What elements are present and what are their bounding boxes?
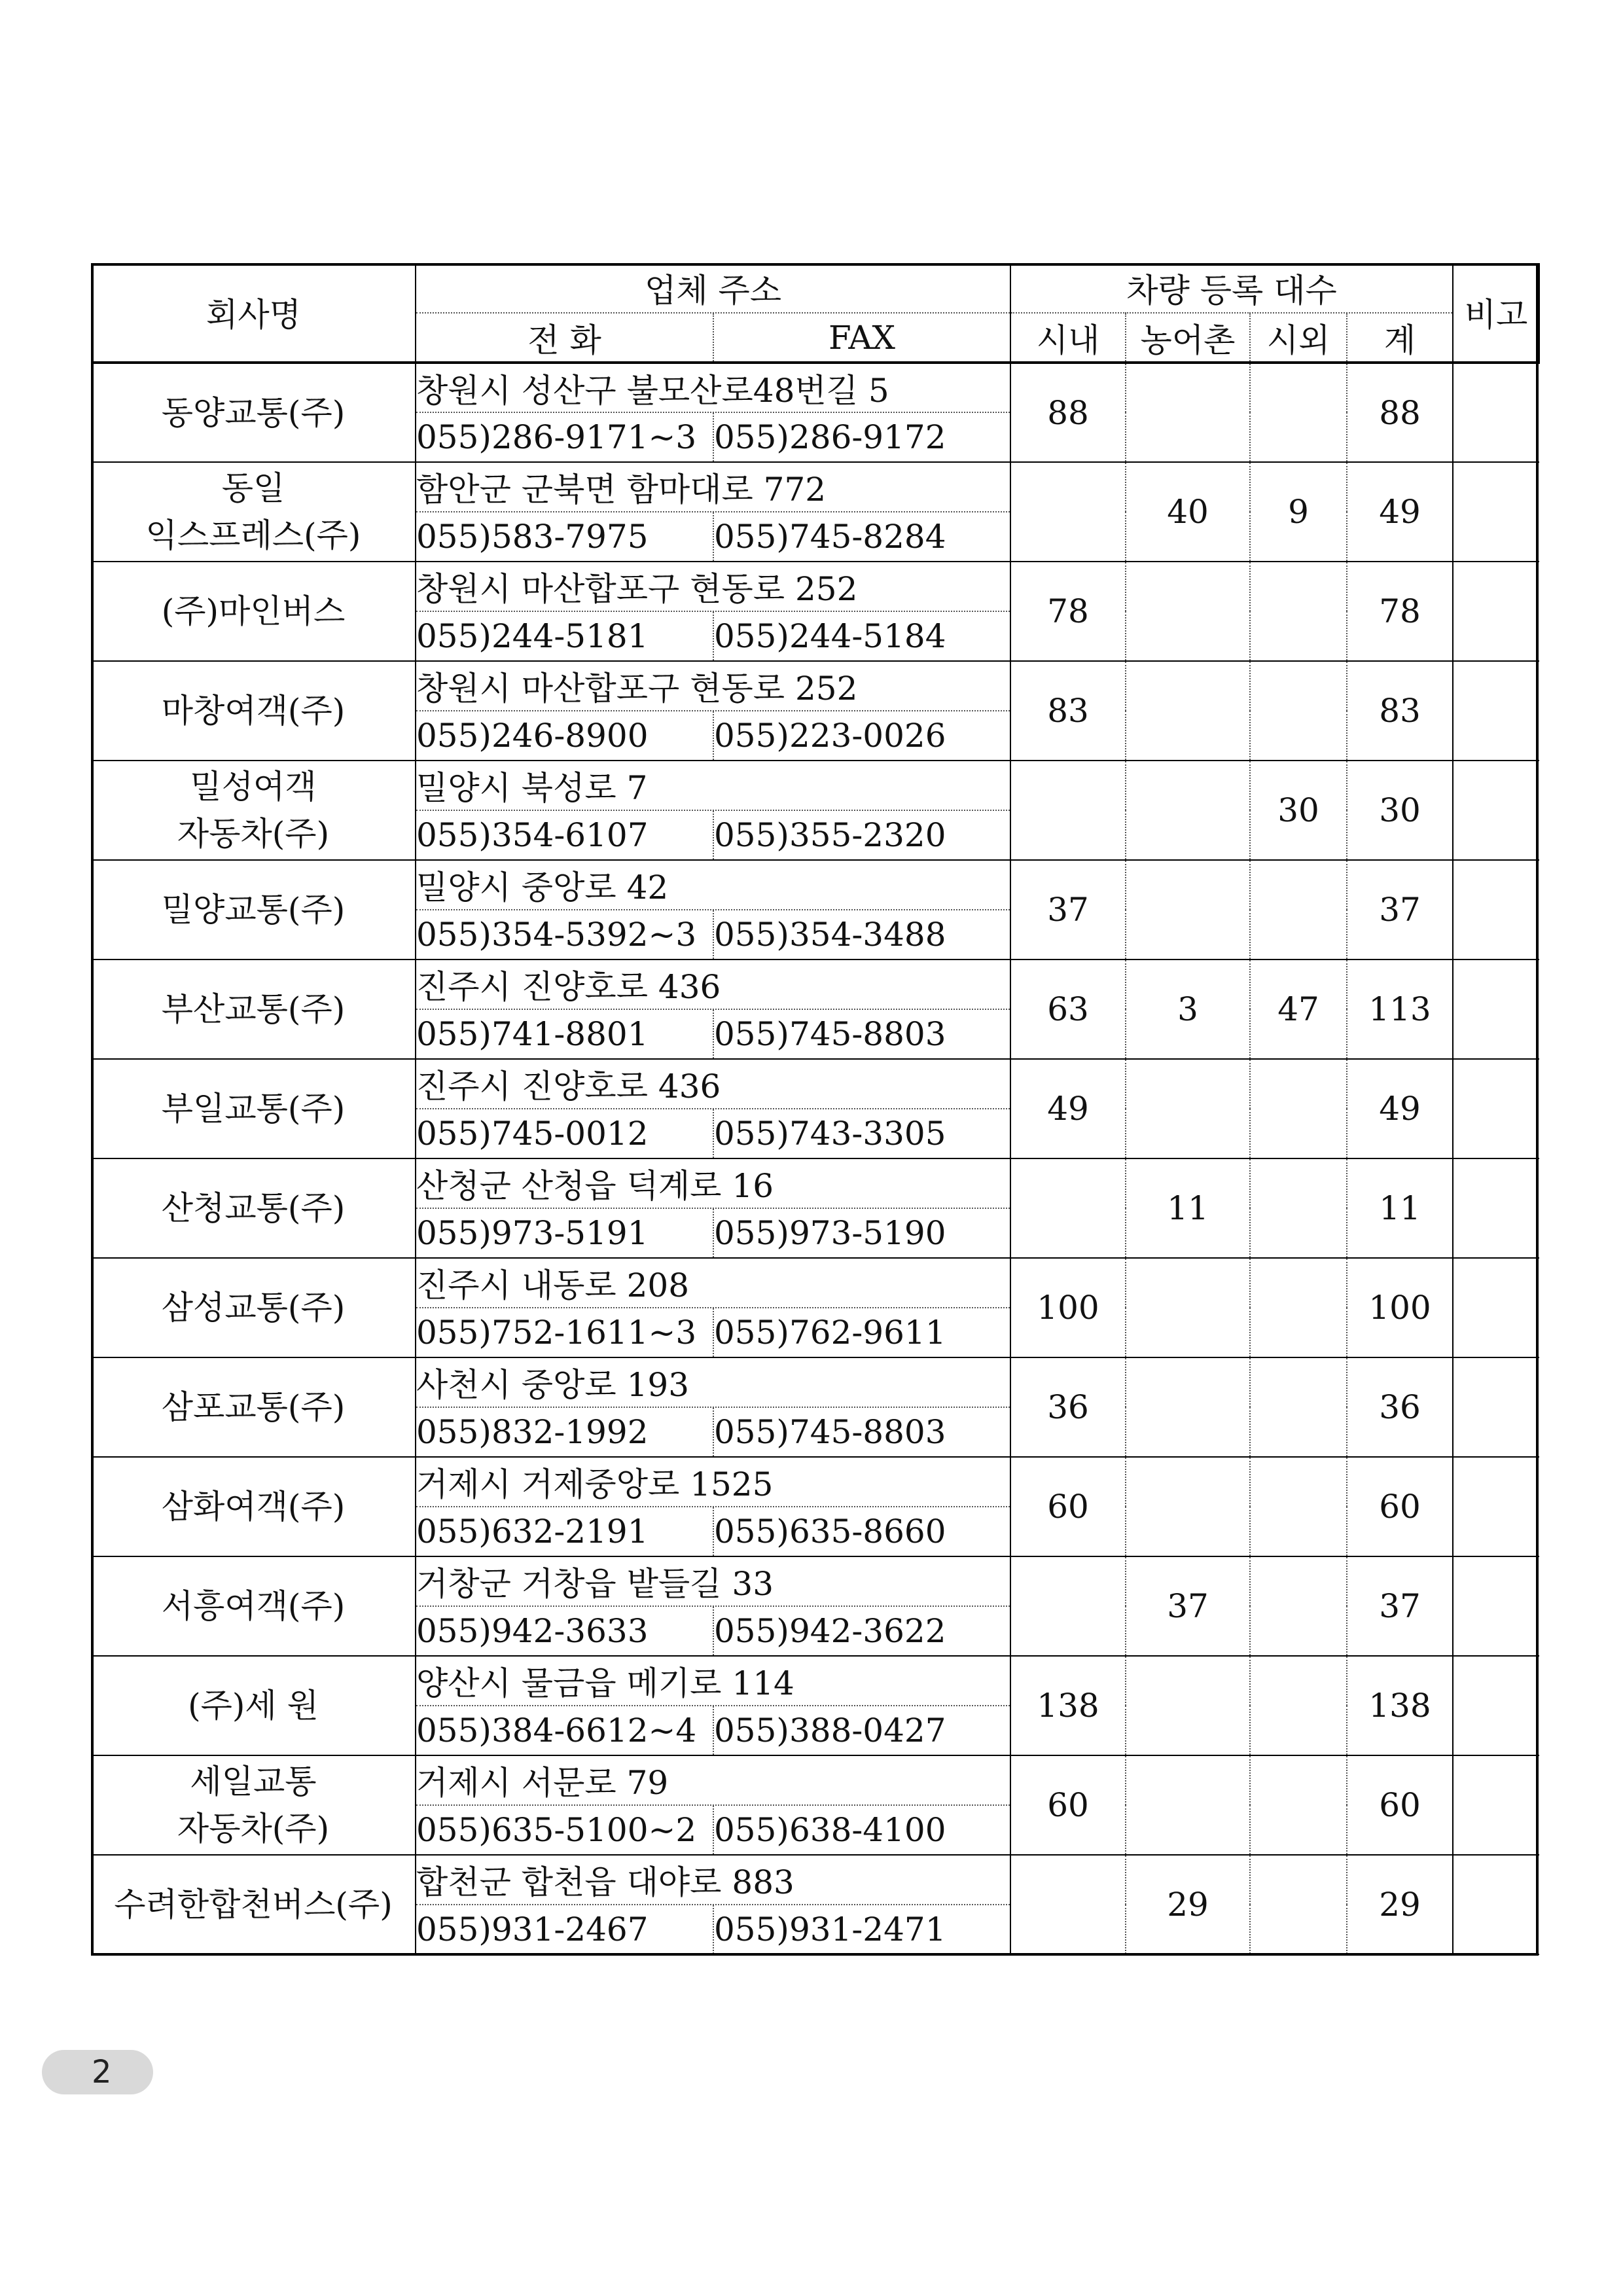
header-total: 계 bbox=[1347, 313, 1453, 363]
page-number: 2 bbox=[92, 2054, 112, 2090]
vehicle-count-city: 100 bbox=[1010, 1258, 1126, 1357]
table-row bbox=[92, 1357, 1539, 1407]
company-address: 창원시 성산구 불모산로48번길 5 bbox=[416, 363, 1010, 412]
company-address: 거창군 거창읍 밭들길 33 bbox=[416, 1556, 1010, 1606]
company-phone: 055)745-0012 bbox=[416, 1109, 713, 1158]
company-address: 합천군 합천읍 대야로 883 bbox=[416, 1855, 1010, 1905]
company-fax: 055)354-3488 bbox=[713, 910, 1010, 960]
company-fax: 055)931-2471 bbox=[713, 1905, 1010, 1954]
vehicle-count-rural: 3 bbox=[1126, 960, 1250, 1059]
company-name-line1: 서흥여객(주) bbox=[161, 1587, 346, 1625]
vehicle-count-rural bbox=[1126, 1258, 1250, 1357]
company-name-line1: (주)마인버스 bbox=[161, 592, 346, 630]
vehicle-count-total: 29 bbox=[1347, 1855, 1453, 1954]
company-name bbox=[92, 1059, 416, 1158]
company-name bbox=[92, 1357, 416, 1457]
company-fax: 055)762-9611 bbox=[713, 1308, 1010, 1357]
vehicle-count-total: 37 bbox=[1347, 860, 1453, 960]
header-rural: 농어촌 bbox=[1126, 313, 1250, 363]
company-address: 사천시 중앙로 193 bbox=[416, 1357, 1010, 1407]
note-cell bbox=[1453, 1457, 1539, 1556]
company-address: 밀양시 중앙로 42 bbox=[416, 860, 1010, 910]
table-row bbox=[92, 1556, 1539, 1606]
vehicle-count-total: 60 bbox=[1347, 1755, 1453, 1855]
table-row bbox=[92, 363, 1539, 412]
note-cell bbox=[1453, 1357, 1539, 1457]
table-row bbox=[92, 1158, 1539, 1208]
company-phone: 055)354-6107 bbox=[416, 810, 713, 860]
company-name-line1: 삼화여객(주) bbox=[161, 1488, 346, 1526]
vehicle-count-total: 78 bbox=[1347, 562, 1453, 661]
company-fax: 055)635-8660 bbox=[713, 1507, 1010, 1556]
vehicle-count-total: 83 bbox=[1347, 661, 1453, 761]
vehicle-count-city: 60 bbox=[1010, 1755, 1126, 1855]
table-row bbox=[92, 860, 1539, 910]
company-name bbox=[92, 1656, 416, 1755]
company-name bbox=[92, 1855, 416, 1954]
company-name-line1: 산청교통(주) bbox=[161, 1189, 346, 1227]
vehicle-count-city: 49 bbox=[1010, 1059, 1126, 1158]
company-fax: 055)745-8803 bbox=[713, 1407, 1010, 1457]
company-name-line1: 부일교통(주) bbox=[161, 1090, 346, 1128]
company-name bbox=[92, 1457, 416, 1556]
company-name bbox=[92, 562, 416, 661]
vehicle-count-intercity bbox=[1250, 1158, 1347, 1258]
header-company: 회사명 bbox=[92, 263, 416, 363]
company-address: 진주시 진양호로 436 bbox=[416, 1059, 1010, 1109]
vehicle-count-city bbox=[1010, 462, 1126, 562]
vehicle-count-city: 60 bbox=[1010, 1457, 1126, 1556]
note-cell bbox=[1453, 761, 1539, 860]
note-cell bbox=[1453, 462, 1539, 562]
company-fax: 055)973-5190 bbox=[713, 1208, 1010, 1258]
vehicle-count-rural: 11 bbox=[1126, 1158, 1250, 1258]
company-name bbox=[92, 1158, 416, 1258]
company-fax: 055)244-5184 bbox=[713, 611, 1010, 661]
note-cell bbox=[1453, 562, 1539, 661]
company-name bbox=[92, 661, 416, 761]
table-row bbox=[92, 1656, 1539, 1706]
vehicle-count-city: 88 bbox=[1010, 363, 1126, 462]
company-address: 함안군 군북면 함마대로 772 bbox=[416, 462, 1010, 512]
company-fax: 055)942-3622 bbox=[713, 1606, 1010, 1656]
vehicle-count-total: 88 bbox=[1347, 363, 1453, 462]
company-name-line1: 밀성여객 bbox=[190, 768, 317, 806]
vehicle-count-rural bbox=[1126, 1059, 1250, 1158]
vehicle-count-rural: 29 bbox=[1126, 1855, 1250, 1954]
header-vehicle-group: 차량 등록 대수 bbox=[1010, 263, 1453, 313]
company-name bbox=[92, 761, 416, 860]
vehicle-count-intercity bbox=[1250, 363, 1347, 462]
vehicle-count-intercity bbox=[1250, 860, 1347, 960]
company-name-line2: 익스프레스(주) bbox=[145, 516, 361, 554]
company-phone: 055)632-2191 bbox=[416, 1507, 713, 1556]
company-phone: 055)931-2467 bbox=[416, 1905, 713, 1954]
vehicle-count-total: 100 bbox=[1347, 1258, 1453, 1357]
vehicle-count-intercity bbox=[1250, 1556, 1347, 1656]
company-name bbox=[92, 960, 416, 1059]
table-body bbox=[92, 363, 1539, 1954]
company-phone: 055)973-5191 bbox=[416, 1208, 713, 1258]
vehicle-count-city: 138 bbox=[1010, 1656, 1126, 1755]
vehicle-count-rural bbox=[1126, 761, 1250, 860]
vehicle-count-intercity: 30 bbox=[1250, 761, 1347, 860]
company-name-line1: 수려한합천버스(주) bbox=[114, 1886, 393, 1924]
company-fax: 055)638-4100 bbox=[713, 1805, 1010, 1855]
vehicle-count-rural bbox=[1126, 1357, 1250, 1457]
vehicle-count-intercity bbox=[1250, 1059, 1347, 1158]
company-fax: 055)745-8284 bbox=[713, 512, 1010, 562]
table-row bbox=[92, 1258, 1539, 1308]
bus-company-table bbox=[91, 263, 1540, 1955]
vehicle-count-intercity bbox=[1250, 1357, 1347, 1457]
company-address: 거제시 거제중앙로 1525 bbox=[416, 1457, 1010, 1507]
company-fax: 055)745-8803 bbox=[713, 1009, 1010, 1059]
vehicle-count-intercity bbox=[1250, 661, 1347, 761]
table-row bbox=[92, 1755, 1539, 1805]
company-name bbox=[92, 462, 416, 562]
note-cell bbox=[1453, 1158, 1539, 1258]
table-row bbox=[92, 462, 1539, 512]
header-fax: FAX bbox=[713, 313, 1010, 363]
company-address: 진주시 내동로 208 bbox=[416, 1258, 1010, 1308]
company-phone: 055)354-5392~3 bbox=[416, 910, 713, 960]
vehicle-count-total: 30 bbox=[1347, 761, 1453, 860]
company-fax: 055)355-2320 bbox=[713, 810, 1010, 860]
vehicle-count-intercity: 9 bbox=[1250, 462, 1347, 562]
vehicle-count-intercity bbox=[1250, 1656, 1347, 1755]
company-name-line1: 마창여객(주) bbox=[161, 692, 346, 730]
vehicle-count-rural: 37 bbox=[1126, 1556, 1250, 1656]
company-phone: 055)246-8900 bbox=[416, 711, 713, 761]
company-fax: 055)286-9172 bbox=[713, 412, 1010, 462]
vehicle-count-total: 113 bbox=[1347, 960, 1453, 1059]
company-phone: 055)942-3633 bbox=[416, 1606, 713, 1656]
vehicle-count-city bbox=[1010, 1158, 1126, 1258]
vehicle-count-intercity bbox=[1250, 1755, 1347, 1855]
vehicle-count-intercity: 47 bbox=[1250, 960, 1347, 1059]
vehicle-count-rural bbox=[1126, 860, 1250, 960]
header-address-group: 업체 주소 bbox=[416, 263, 1010, 313]
vehicle-count-total: 37 bbox=[1347, 1556, 1453, 1656]
company-address: 산청군 산청읍 덕계로 16 bbox=[416, 1158, 1010, 1208]
company-fax: 055)388-0427 bbox=[713, 1706, 1010, 1755]
company-address: 진주시 진양호로 436 bbox=[416, 960, 1010, 1009]
table-row bbox=[92, 1059, 1539, 1109]
vehicle-count-intercity bbox=[1250, 1855, 1347, 1954]
note-cell bbox=[1453, 1059, 1539, 1158]
vehicle-count-rural bbox=[1126, 1755, 1250, 1855]
company-phone: 055)832-1992 bbox=[416, 1407, 713, 1457]
company-fax: 055)223-0026 bbox=[713, 711, 1010, 761]
vehicle-count-city: 36 bbox=[1010, 1357, 1126, 1457]
company-phone: 055)635-5100~2 bbox=[416, 1805, 713, 1855]
vehicle-count-rural bbox=[1126, 562, 1250, 661]
note-cell bbox=[1453, 1556, 1539, 1656]
vehicle-count-rural bbox=[1126, 661, 1250, 761]
vehicle-count-total: 36 bbox=[1347, 1357, 1453, 1457]
table-row bbox=[92, 960, 1539, 1009]
note-cell bbox=[1453, 1855, 1539, 1954]
company-name bbox=[92, 1258, 416, 1357]
table-row bbox=[92, 661, 1539, 711]
vehicle-count-city: 63 bbox=[1010, 960, 1126, 1059]
header-note: 비고 bbox=[1453, 263, 1539, 363]
vehicle-count-rural: 40 bbox=[1126, 462, 1250, 562]
table-row bbox=[92, 1457, 1539, 1507]
company-address: 거제시 서문로 79 bbox=[416, 1755, 1010, 1805]
table-row bbox=[92, 761, 1539, 810]
vehicle-count-total: 49 bbox=[1347, 1059, 1453, 1158]
header-intercity: 시외 bbox=[1250, 313, 1347, 363]
company-name-line2: 자동차(주) bbox=[177, 815, 330, 853]
header-phone: 전 화 bbox=[416, 313, 713, 363]
company-phone: 055)244-5181 bbox=[416, 611, 713, 661]
company-phone: 055)384-6612~4 bbox=[416, 1706, 713, 1755]
vehicle-count-rural bbox=[1126, 1656, 1250, 1755]
company-fax: 055)743-3305 bbox=[713, 1109, 1010, 1158]
company-phone: 055)752-1611~3 bbox=[416, 1308, 713, 1357]
note-cell bbox=[1453, 1755, 1539, 1855]
vehicle-count-total: 138 bbox=[1347, 1656, 1453, 1755]
company-name-line1: 부산교통(주) bbox=[161, 990, 346, 1028]
company-name-line1: 밀양교통(주) bbox=[161, 891, 346, 929]
header-city: 시내 bbox=[1010, 313, 1126, 363]
company-address: 밀양시 북성로 7 bbox=[416, 761, 1010, 810]
table-row bbox=[92, 562, 1539, 611]
vehicle-count-city bbox=[1010, 1855, 1126, 1954]
vehicle-count-city bbox=[1010, 761, 1126, 860]
company-name-line1: 동양교통(주) bbox=[161, 393, 346, 432]
note-cell bbox=[1453, 860, 1539, 960]
company-name-line1: (주)세 원 bbox=[188, 1687, 319, 1725]
vehicle-count-city bbox=[1010, 1556, 1126, 1656]
vehicle-count-intercity bbox=[1250, 1457, 1347, 1556]
company-name bbox=[92, 363, 416, 462]
company-name-line1: 동일 bbox=[221, 469, 285, 507]
note-cell bbox=[1453, 363, 1539, 462]
note-cell bbox=[1453, 1258, 1539, 1357]
note-cell bbox=[1453, 1656, 1539, 1755]
vehicle-count-intercity bbox=[1250, 1258, 1347, 1357]
vehicle-count-rural bbox=[1126, 1457, 1250, 1556]
vehicle-count-rural bbox=[1126, 363, 1250, 462]
table-row bbox=[92, 1855, 1539, 1905]
vehicle-count-total: 60 bbox=[1347, 1457, 1453, 1556]
company-address: 양산시 물금읍 메기로 114 bbox=[416, 1656, 1010, 1706]
company-name bbox=[92, 1556, 416, 1656]
vehicle-count-intercity bbox=[1250, 562, 1347, 661]
company-name-line1: 삼성교통(주) bbox=[161, 1289, 346, 1327]
page-number-badge bbox=[42, 2050, 153, 2094]
vehicle-count-city: 37 bbox=[1010, 860, 1126, 960]
vehicle-count-total: 49 bbox=[1347, 462, 1453, 562]
company-address: 창원시 마산합포구 현동로 252 bbox=[416, 661, 1010, 711]
company-phone: 055)583-7975 bbox=[416, 512, 713, 562]
company-name-line2: 자동차(주) bbox=[177, 1810, 330, 1848]
vehicle-count-city: 83 bbox=[1010, 661, 1126, 761]
vehicle-count-city: 78 bbox=[1010, 562, 1126, 661]
vehicle-count-total: 11 bbox=[1347, 1158, 1453, 1258]
note-cell bbox=[1453, 661, 1539, 761]
company-name bbox=[92, 1755, 416, 1855]
company-phone: 055)286-9171~3 bbox=[416, 412, 713, 462]
company-address: 창원시 마산합포구 현동로 252 bbox=[416, 562, 1010, 611]
note-cell bbox=[1453, 960, 1539, 1059]
company-name-line1: 삼포교통(주) bbox=[161, 1388, 346, 1426]
company-name-line1: 세일교통 bbox=[190, 1763, 317, 1801]
company-name bbox=[92, 860, 416, 960]
company-phone: 055)741-8801 bbox=[416, 1009, 713, 1059]
